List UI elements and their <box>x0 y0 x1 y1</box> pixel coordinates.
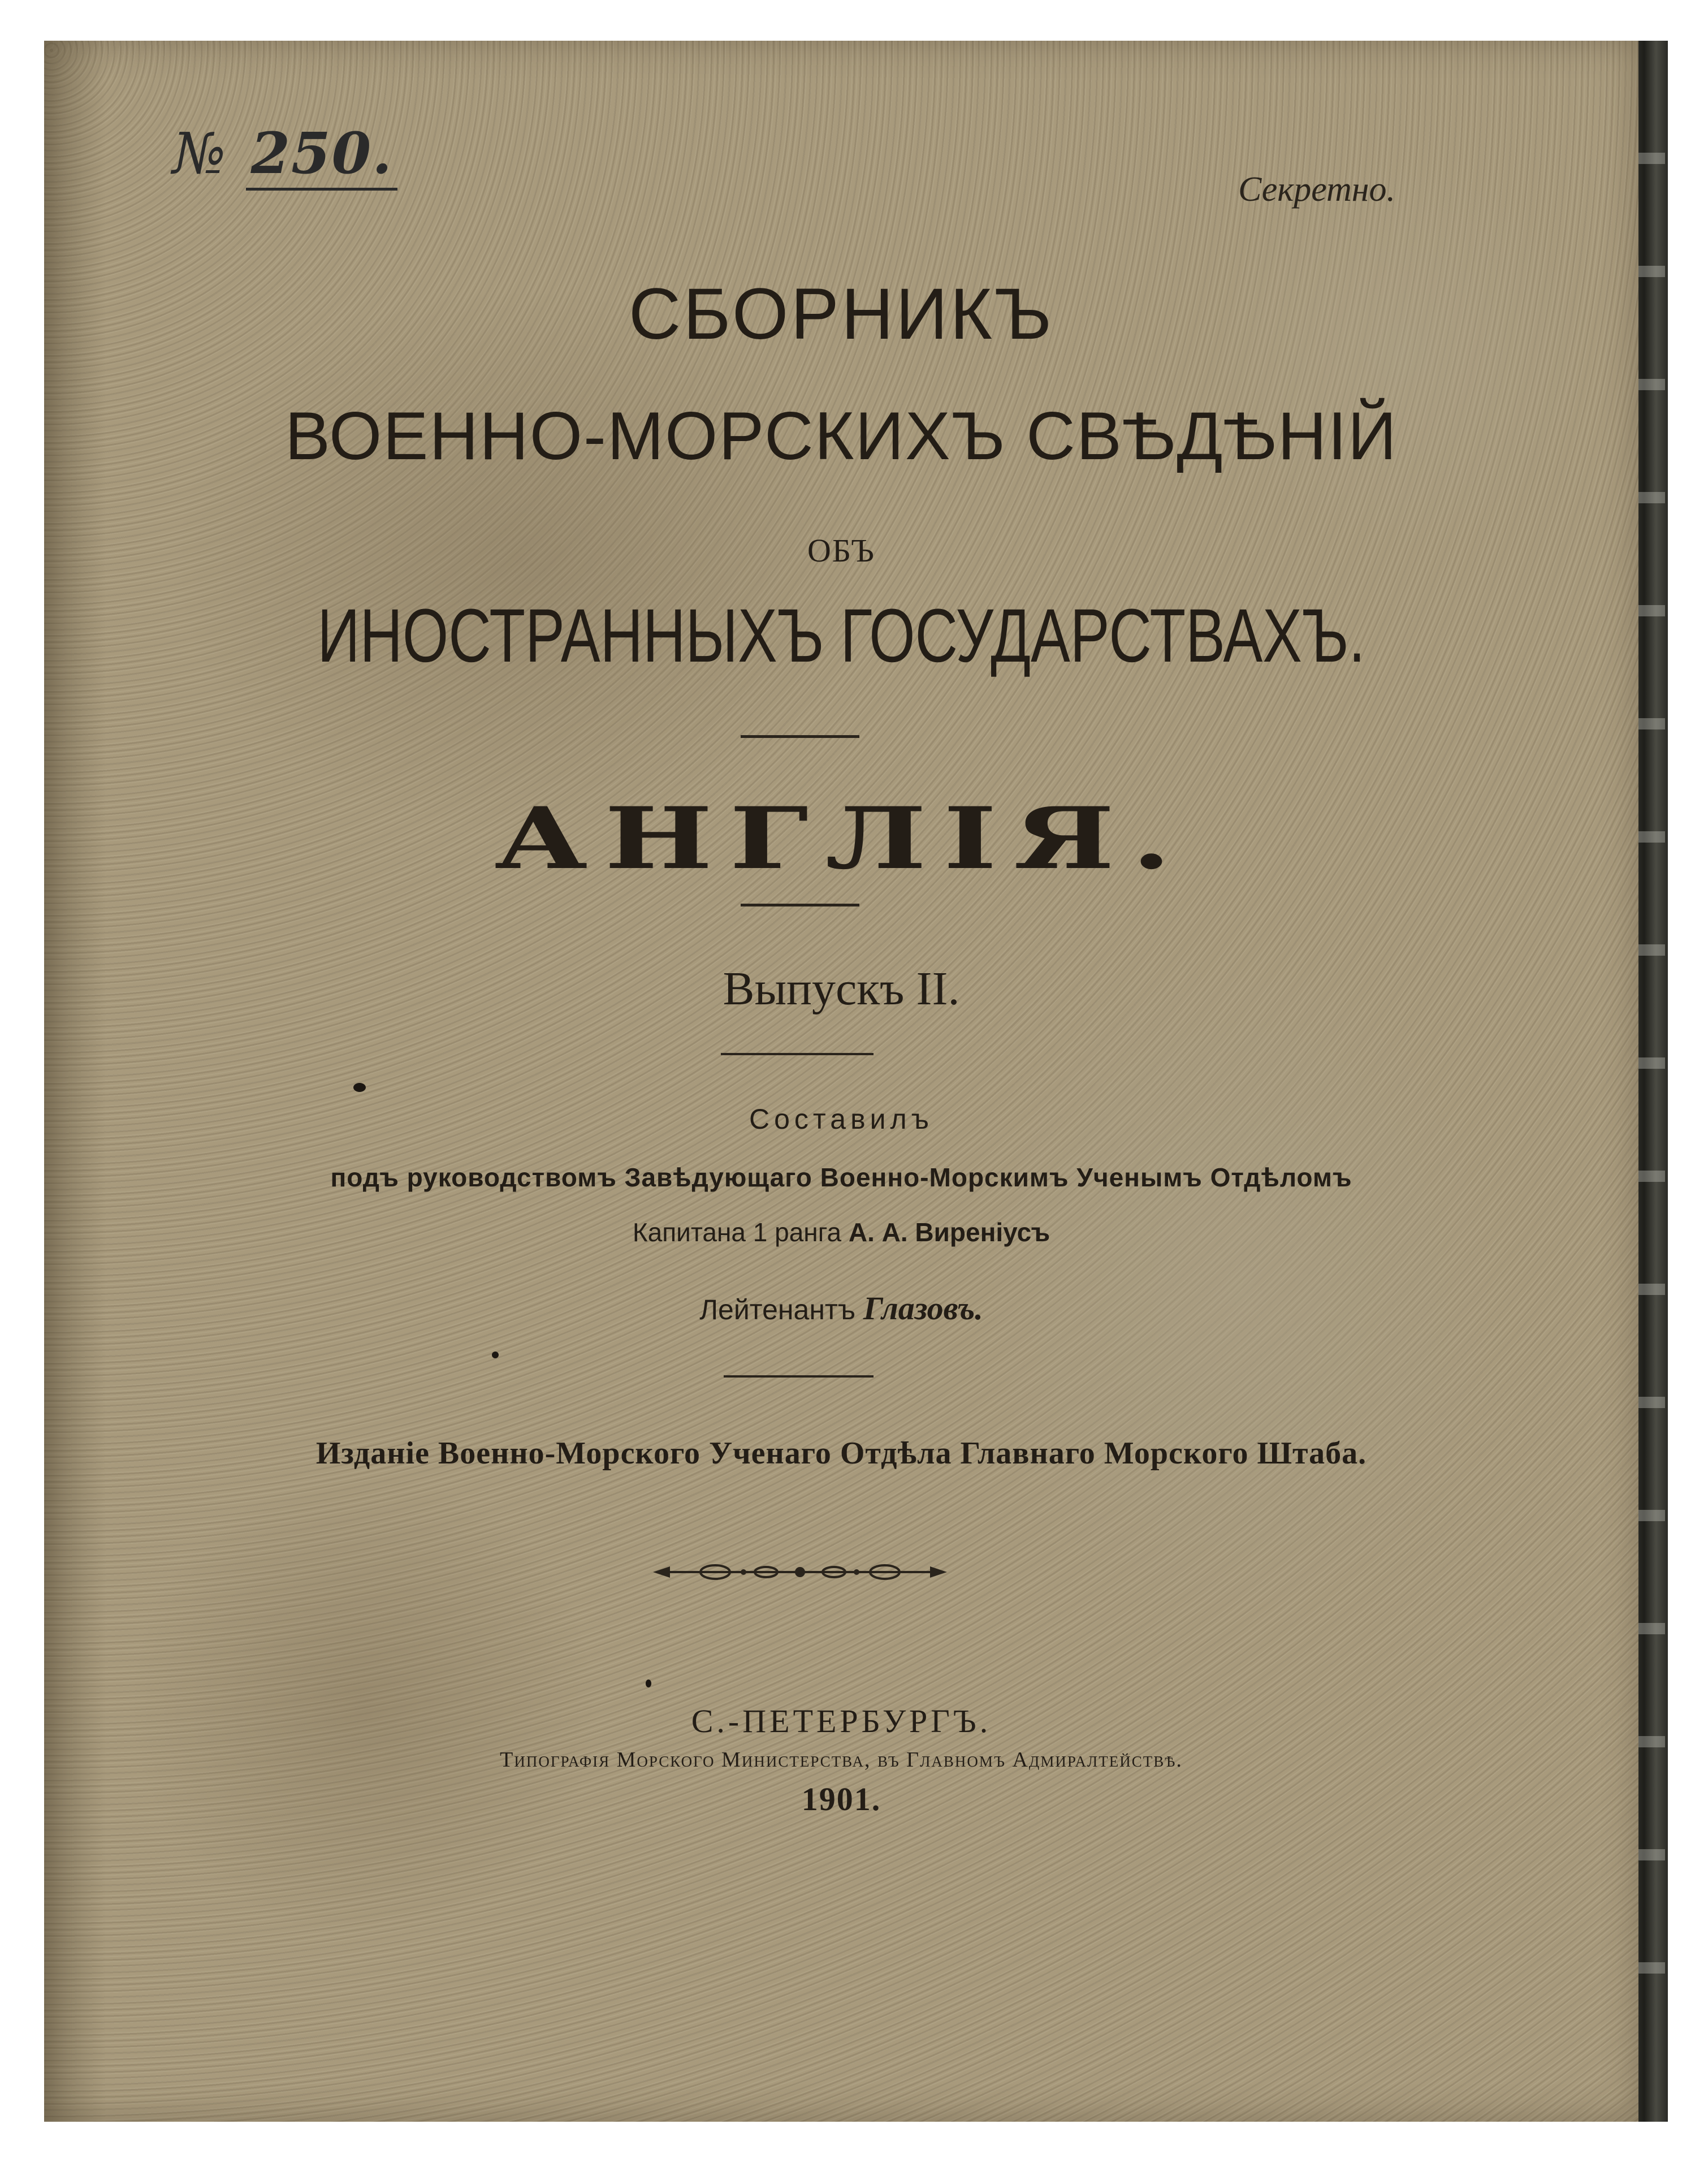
title-line-2: ВОЕННО-МОРСКИХЪ СВѢДѢНIЙ <box>284 398 1398 474</box>
catalogue-number <box>172 120 397 187</box>
number-value: 250. <box>246 120 397 191</box>
number-sign: № <box>172 120 227 187</box>
country-heading: АНГЛIЯ. <box>494 789 1188 888</box>
ornamental-divider <box>653 1558 947 1586</box>
publication-year: 1901. <box>801 1781 881 1817</box>
captain-name: А. А. Виренiусъ <box>848 1218 1050 1247</box>
issue-number: Выпускъ II. <box>723 962 960 1015</box>
classification-label: Секретно. <box>1238 170 1396 209</box>
divider-rule <box>724 1375 874 1378</box>
author-rank: Лейтенантъ <box>699 1294 856 1326</box>
title-line-1: СБОРНИКЪ <box>628 274 1054 355</box>
page-edge-texture <box>1637 102 1665 2024</box>
city-imprint: С.-ПЕТЕРБУРГЪ. <box>691 1703 992 1739</box>
title-line-3: ОБЪ <box>807 532 875 569</box>
publisher-line: Изданiе Военно-Морского Ученаго Отдѣла Главнаго Морского Штаба. <box>315 1436 1367 1471</box>
captain-rank: Капитана 1 ранга <box>632 1218 842 1247</box>
printer-imprint: Типографiя Морского Министерства, въ Главномъ Адмиралтействѣ. <box>500 1748 1183 1772</box>
ink-speck <box>492 1352 499 1358</box>
captain-line <box>44 1217 1638 1247</box>
ink-speck <box>646 1680 651 1687</box>
supervision-line: подъ руководствомъ Завѣдующаго Военно-Морскимъ Ученымъ Отдѣломъ <box>330 1163 1352 1192</box>
divider-rule <box>721 1053 874 1055</box>
divider-rule <box>741 735 859 738</box>
compiled-by-label: Составилъ <box>749 1103 933 1135</box>
title-line-4: ИНОСТРАННЫХЪ ГОСУДАРСТВАХЪ. <box>317 594 1365 678</box>
author-line <box>44 1289 1638 1327</box>
ink-speck <box>353 1083 366 1092</box>
author-name: Глазовъ. <box>863 1290 983 1327</box>
divider-rule <box>741 904 859 906</box>
